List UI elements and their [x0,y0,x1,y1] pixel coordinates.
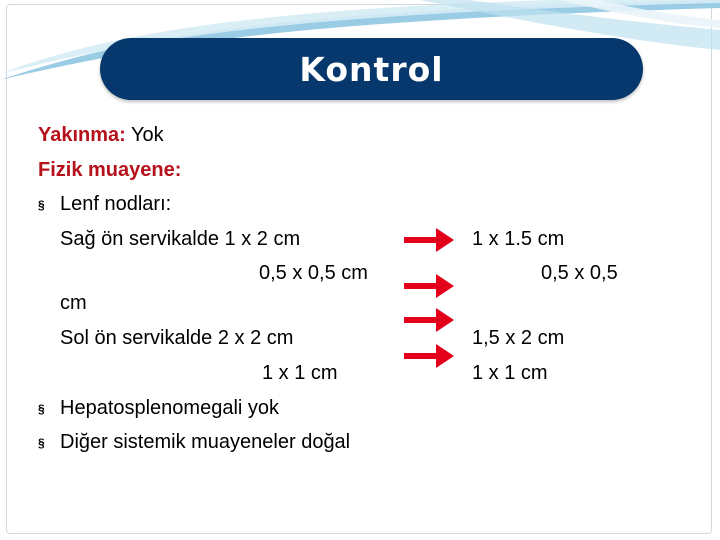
sol-servikal-second: 1 x 1 cm [262,362,338,384]
fizik-muayene-label: Fizik muayene: [38,159,182,181]
bullet-icon [38,198,45,212]
slide-title: Kontrol [299,49,444,89]
sag-servikal-second: 0,5 x 0,5 cm [259,262,368,284]
sag-result-second: 0,5 x 0,5 [541,262,618,284]
hepatosplenomegali-line: Hepatosplenomegali yok [60,397,280,419]
bullet-icon [38,436,45,450]
sol-result-first: 1,5 x 2 cm [472,327,565,349]
right-arrow-icon [404,308,454,332]
yakinma-line [38,124,164,147]
sol-result-second: 1 x 1 cm [472,362,548,384]
diger-muayene-line: Diğer sistemik muayeneler doğal [60,431,351,453]
sag-result-first: 1 x 1.5 cm [472,228,565,250]
right-arrow-icon [404,274,454,298]
right-arrow-icon [404,344,454,368]
title-banner [100,38,643,100]
lenf-nodlari-heading: Lenf nodları: [60,193,172,215]
cm-wrap-text: cm [60,292,87,314]
sol-servikal-line: Sol ön servikalde 2 x 2 cm [60,327,294,349]
right-arrow-icon [404,228,454,252]
yakinma-value: Yok [131,124,164,146]
bullet-icon [38,402,45,416]
yakinma-label: Yakınma: [38,124,126,146]
sag-servikal-line: Sağ ön servikalde 1 x 2 cm [60,228,301,250]
